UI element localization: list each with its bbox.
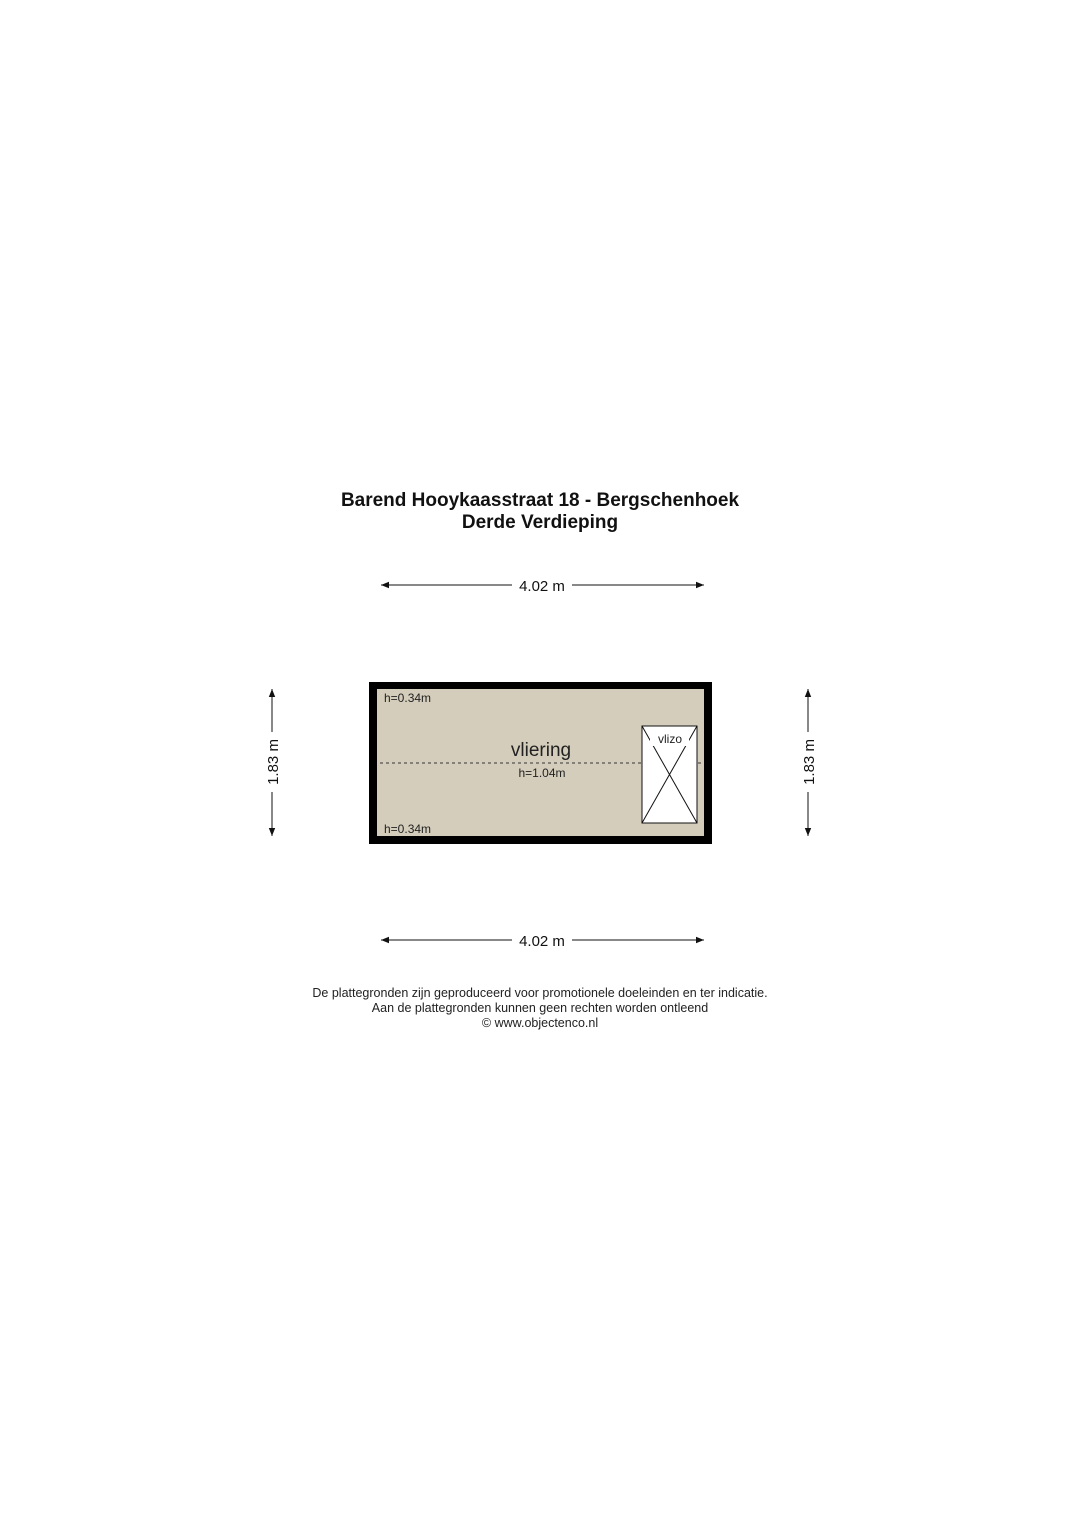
ridge-height: h=1.04m <box>518 766 566 780</box>
dimension-label-right: 1.83 m <box>801 739 818 785</box>
dimension-top <box>381 578 704 595</box>
disclaimer <box>0 986 1080 1031</box>
dimension-left <box>265 689 282 836</box>
floor-name: Derde Verdieping <box>461 512 619 533</box>
copyright: © www.objectenco.nl <box>481 1016 599 1030</box>
room-name: vliering <box>510 740 572 761</box>
hatch-label: vlizo <box>657 732 683 746</box>
disclaimer-line-1: De plattegronden zijn geproduceerd voor promotionele doeleinden en ter indicatie. <box>312 986 768 1000</box>
plan-title: Barend Hooykaasstraat 18 - Bergschenhoek <box>340 490 740 511</box>
room-vliering <box>369 682 712 844</box>
dimension-label-bottom: 4.02 m <box>519 933 565 950</box>
dimension-bottom <box>381 933 704 950</box>
dimension-label-left: 1.83 m <box>265 739 282 785</box>
dimension-right <box>801 689 818 836</box>
dimension-label-top: 4.02 m <box>519 578 565 595</box>
eave-height-bottom: h=0.34m <box>384 822 432 836</box>
disclaimer-line-2: Aan de plattegronden kunnen geen rechten worden ontleend <box>371 1001 709 1015</box>
hatch-vlizo <box>642 726 697 823</box>
eave-height-top: h=0.34m <box>384 691 432 705</box>
